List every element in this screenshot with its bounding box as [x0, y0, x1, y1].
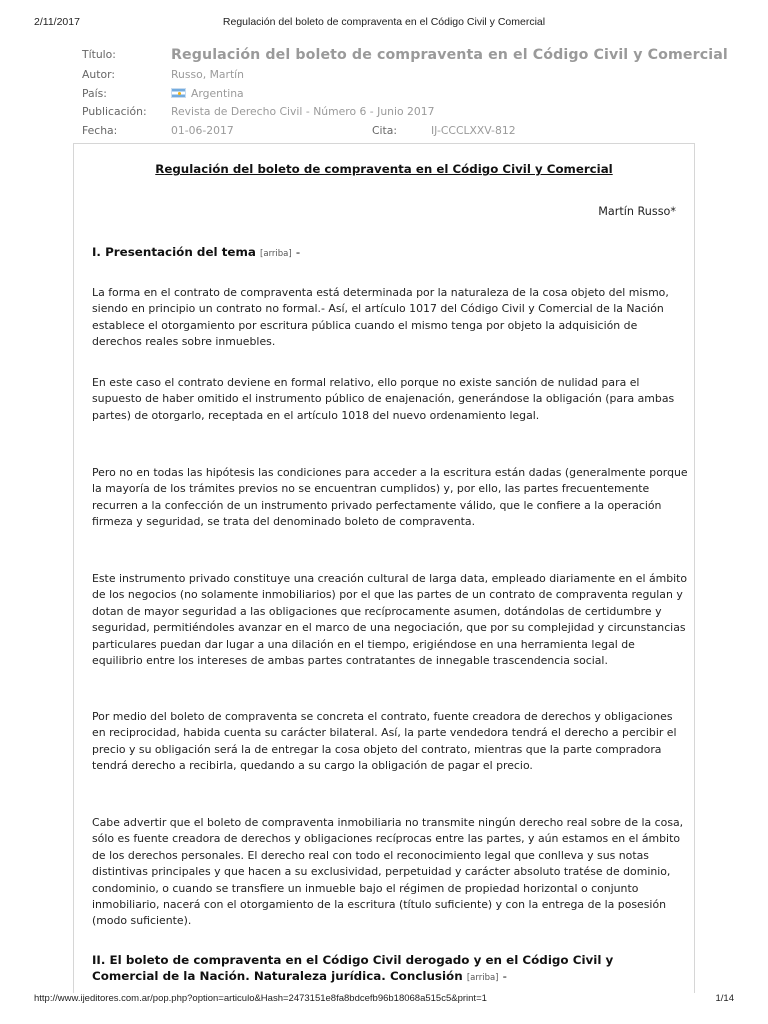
section-1-title: I. Presentación del tema [92, 245, 256, 259]
print-url: http://www.ijeditores.com.ar/pop.php?option=articulo&Hash=2473151e8fa8bdcefb96b18068a515c5&print=1 [34, 993, 487, 1004]
section-2-dash: - [502, 969, 507, 984]
meta-row-fecha [82, 122, 692, 141]
document-title: Regulación del boleto de compraventa en el Código Civil y Comercial [155, 162, 613, 176]
meta-row-titulo [82, 44, 728, 66]
section-heading-1 [92, 244, 682, 262]
titulo-label: Título: [82, 48, 116, 61]
publicacion-label: Publicación: [82, 105, 147, 118]
paragraph-5: Por medio del boleto de compraventa se concreta el contrato, fuente creadora de derechos y obligaciones en reciprocidad, habida cuenta su carácter bilateral. Así, la parte vendedora tendrá el derecho a percibir el precio y su obligación será la de entregar la cosa objeto del contrato, mientras que la parte compradora tendrá derecho a recibirla, quedando a su cargo la obligación de pagar el precio. [92, 710, 677, 773]
publicacion-value: Revista de Derecho Civil - Número 6 - Junio 2017 [171, 105, 435, 118]
paragraph-3: Pero no en todas las hipótesis las condiciones para acceder a la escritura están dadas (generalmente porque la mayoría de los trámites previos no se encuentran cumplidos) y, por ello, las partes frecuentemente recurren a la confección de un instrumento privado perfectamente válido, que le confiere a la operación firmeza y seguridad, se trata del denominado boleto de compraventa. [92, 466, 688, 529]
pais-label: País: [82, 86, 107, 100]
titulo-value: Regulación del boleto de compraventa en el Código Civil y Comercial [171, 47, 728, 63]
cita-value: IJ-CCCLXXV-812 [431, 123, 516, 137]
cita-label: Cita: [372, 123, 398, 137]
print-page-number: 1/14 [715, 993, 734, 1004]
paragraph-2: En este caso el contrato deviene en formal relativo, ello porque no existe sanción de nulidad para el supuesto de haber omitido el instrumento público de enajenación, generándose la obligación (para ambas partes) de otorgarlo, receptada en el artículo 1018 del nuevo ordenamiento legal. [92, 376, 675, 422]
meta-row-autor [82, 66, 692, 85]
meta-row-publicacion [82, 103, 692, 122]
paragraph-6: Cabe advertir que el boleto de compraventa inmobiliaria no transmite ningún derecho real sobre de la cosa, sólo es fuente creadora de derechos y obligaciones recíprocas entre las partes, y aún estamos en el ámbito de los derechos personales. El derecho real con todo el reconocimiento legal que conlleva y sus notas distintivas principales y que hacen a su exclusividad, perpetuidad y carácter absoluto tratése de dominio, condominio, o cuando se transfiere un inmueble bajo el régimen de propiedad horizontal o conjunto inmobiliario, nacerá con el otorgamiento de la escritura (título suficiente) y con la entrega de la posesión (modo suficiente). [92, 816, 684, 928]
print-date: 2/11/2017 [34, 16, 80, 28]
paragraph-4: Este instrumento privado constituye una creación cultural de larga data, empleado diariamente en el ámbito de los negocios (no solamente inmobiliarios) por el que las partes de un contrato de compraventa regulan y dotan de mayor seguridad a las obligaciones que recíprocamente asumen, dotándolas de certidumbre y seguridad, permitiéndoles avanzar en el marco de una negociación, que por su complejidad y circunstancias particulares puedan dar lugar a una dilación en el tiempo, erigiéndose en una herramienta legal de equilibrio entre los intereses de ambas partes contratantes de innegable trascendencia social. [92, 572, 688, 668]
print-footer [0, 993, 768, 1007]
document-author: Martín Russo* [598, 205, 676, 218]
fecha-value: 01-06-2017 [171, 123, 234, 137]
pais-value-wrap [171, 85, 244, 104]
pais-value: Argentina [191, 86, 244, 100]
autor-value: Russo, Martín [171, 68, 245, 81]
paragraph-1: La forma en el contrato de compraventa está determinada por la naturaleza de la cosa objeto del mismo, siendo en principio un contrato no formal.- Así, el artículo 1017 del Código Civil y Comercial de la Nación establece el otorgamiento por escritura pública cuando el mismo tenga por objeto la adquisición de derechos reales sobre inmuebles. [92, 286, 669, 349]
argentina-flag-icon [171, 88, 186, 98]
print-title: Regulación del boleto de compraventa en el Código Civil y Comercial [222, 16, 546, 28]
meta-row-pais [82, 85, 692, 104]
autor-label: Autor: [82, 68, 115, 81]
print-header [0, 16, 768, 32]
section-2-arriba-link[interactable]: [arriba] [466, 973, 499, 984]
fecha-label: Fecha: [82, 123, 118, 137]
section-heading-2 [92, 952, 682, 987]
section-2-title: II. El boleto de compraventa en el Código Civil derogado y en el Código Civil y Comercial de la Nación. Naturaleza jurídica. Conclusión [92, 953, 614, 984]
section-1-dash: - [295, 245, 301, 259]
article-metadata [82, 44, 728, 140]
section-1-arriba-link[interactable]: [arriba] [260, 249, 292, 259]
